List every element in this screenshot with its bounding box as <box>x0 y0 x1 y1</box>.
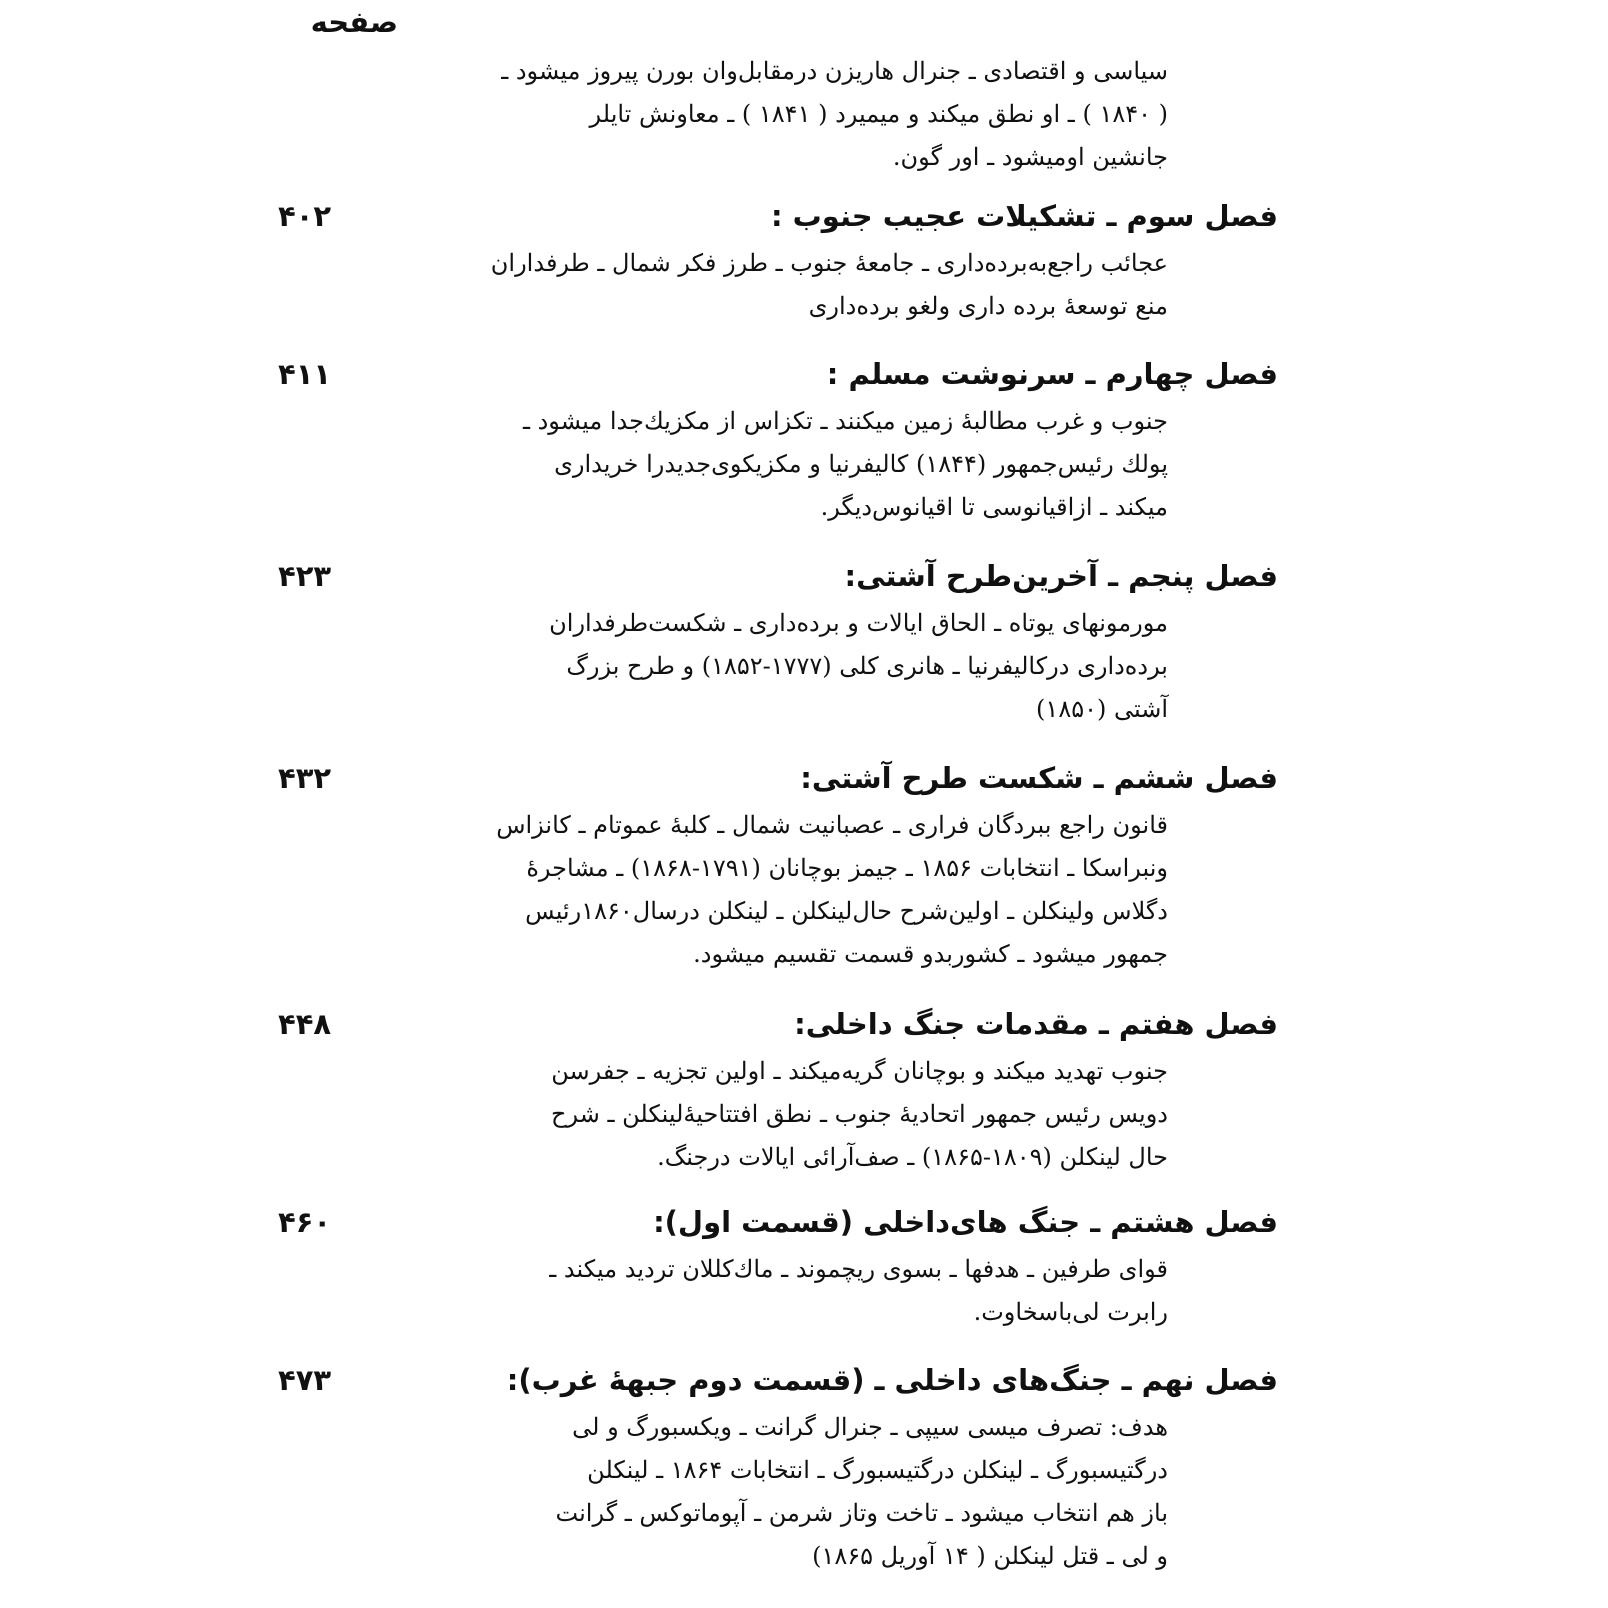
summary-line: برده‌داری درکالیفرنیا ـ هانری کلی (۱۷۷۷-۱۸۵۲) و طرح بزرگ <box>566 652 1168 680</box>
chapter-summary <box>388 1050 1168 1179</box>
summary-line: دگلاس ولینکلن ـ اولین‌شرح حال‌لینکلن ـ لینکلن درسال۱۸۶۰رئیس <box>525 897 1168 925</box>
summary-line: جمهور میشود ـ کشوربدو قسمت تقسیم میشود. <box>693 940 1168 968</box>
chapter-entry-9 <box>278 1354 1278 1578</box>
chapter-page-number: ۴۱۱ <box>278 357 332 391</box>
summary-line: جانشین اومیشود ـ اور گون. <box>892 143 1168 171</box>
chapter-heading <box>278 998 1278 1050</box>
summary-line: مورمونهای یوتاه ـ الحاق ایالات و برده‌داری ـ شکست‌طرفداران <box>549 609 1168 637</box>
chapter-title: فصل هشتم ـ جنگ های‌داخلی (قسمت اول): <box>653 1205 1278 1239</box>
summary-line: جنوب تهدید میکند و بوچانان گریه‌میکند ـ اولین تجزیه ـ جفرسن <box>551 1057 1168 1085</box>
chapter-title: فصل نهم ـ جنگ‌های داخلی ـ (قسمت دوم جبههٔ غرب): <box>506 1363 1278 1397</box>
chapter-summary <box>388 602 1168 731</box>
chapter-entry-4 <box>278 348 1278 529</box>
summary-line: باز هم انتخاب میشود ـ تاخت وتاز شرمن ـ آپوماتوکس ـ گرانت <box>555 1499 1168 1527</box>
chapter-summary <box>388 804 1168 976</box>
chapter-entry-5 <box>278 550 1278 731</box>
chapter-page-number: ۴۲۳ <box>278 559 332 593</box>
chapter-page-number: ۴۴۸ <box>278 1007 332 1041</box>
chapter-page-number: ۴۶۰ <box>278 1205 332 1239</box>
summary-line: سیاسی و اقتصادی ـ جنرال هاریزن درمقابل‌وان بورن پیروز میشود ـ <box>501 57 1168 85</box>
chapter-title: فصل چهارم ـ سرنوشت مسلم : <box>826 357 1278 391</box>
summary-line: ونبراسکا ـ انتخابات ۱۸۵۶ ـ جیمز بوچانان (۱۷۹۱-۱۸۶۸) ـ مشاجرهٔ <box>526 854 1168 882</box>
summary-line: قوای طرفین ـ هدفها ـ بسوی ریچموند ـ ماك‌کللان تردید میکند ـ <box>549 1255 1168 1283</box>
summary-line: و لی ـ قتل لینکلن ( ۱۴ آوریل ۱۸۶۵) <box>812 1542 1168 1570</box>
summary-line: میکند ـ ازاقیانوسی تا اقیانوس‌دیگر. <box>820 493 1168 521</box>
summary-line: ( ۱۸۴۰ ) ـ او نطق میکند و میمیرد ( ۱۸۴۱ ) ـ معاونش تایلر <box>589 100 1168 128</box>
chapter-summary <box>388 1406 1168 1578</box>
summary-line: آشتی (۱۸۵۰) <box>1036 695 1168 723</box>
chapter-heading <box>278 348 1278 400</box>
chapter-heading <box>278 1196 1278 1248</box>
summary-line: هدف: تصرف میسی سیپی ـ جنرال گرانت ـ ویکسبورگ و لی <box>572 1413 1168 1441</box>
summary-line: حال لینکلن (۱۸۰۹-۱۸۶۵) ـ صف‌آرائی ایالات درجنگ. <box>657 1143 1168 1171</box>
chapter-entry-6 <box>278 752 1278 976</box>
chapter-summary <box>388 242 1168 328</box>
chapter-title: فصل پنجم ـ آخرین‌طرح آشتی: <box>844 559 1278 593</box>
chapter-heading <box>278 550 1278 602</box>
summary-line: جنوب و غرب مطالبهٔ زمین میکنند ـ تکزاس از مکزیك‌جدا میشود ـ <box>522 407 1168 435</box>
chapter-entry-8 <box>278 1196 1278 1334</box>
summary-line: رابرت لی‌باسخاوت. <box>973 1298 1168 1326</box>
chapter-heading <box>278 752 1278 804</box>
summary-line: عجائب راجع‌به‌برده‌داری ـ جامعهٔ جنوب ـ طرز فکر شمال ـ طرفداران <box>490 249 1168 277</box>
chapter-title: فصل ششم ـ شکست طرح آشتی: <box>800 761 1278 795</box>
chapter-page-number: ۴۷۳ <box>278 1363 332 1397</box>
summary-line: منع توسعهٔ برده داری ولغو برده‌داری <box>808 292 1168 320</box>
summary-line: پولك رئیس‌جمهور (۱۸۴۴) کالیفرنیا و مکزیکوی‌جدیدرا خریداری <box>554 450 1168 478</box>
chapter-summary <box>388 1248 1168 1334</box>
chapter-entry-7 <box>278 998 1278 1179</box>
page-column-label: صفحه <box>310 5 398 39</box>
chapter-page-number: ۴۰۲ <box>278 199 332 233</box>
chapter-page-number: ۴۳۲ <box>278 761 332 795</box>
chapter-summary <box>388 400 1168 529</box>
chapter-entry-3 <box>278 190 1278 328</box>
chapter-title: فصل سوم ـ تشکیلات عجیب جنوب : <box>770 199 1278 233</box>
summary-line: درگتیسبورگ ـ لینکلن درگتیسبورگ ـ انتخابات ۱۸۶۴ ـ لینکلن <box>587 1456 1168 1484</box>
continued-chapter-summary <box>368 50 1168 179</box>
chapter-heading <box>278 190 1278 242</box>
summary-line: قانون راجع ببردگان فراری ـ عصبانیت شمال ـ کلبهٔ عموتام ـ کانزاس <box>496 811 1168 839</box>
chapter-title: فصل هفتم ـ مقدمات جنگ داخلی: <box>794 1007 1278 1041</box>
chapter-heading <box>278 1354 1278 1406</box>
summary-line: دویس رئیس جمهور اتحادیهٔ جنوب ـ نطق افتتاحیهٔ‌لینکلن ـ شرح <box>551 1100 1168 1128</box>
